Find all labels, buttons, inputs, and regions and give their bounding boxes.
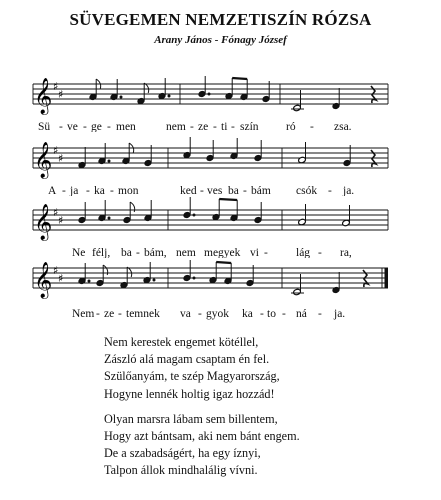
- lyric-syllable: nem: [176, 247, 196, 258]
- lyric-syllable: zsa.: [334, 121, 352, 132]
- lyric-syllable: -: [310, 121, 314, 132]
- music-staff-1: [0, 70, 441, 132]
- sharp-icon: ♯: [58, 272, 64, 285]
- lyric-syllable: szín: [240, 121, 259, 132]
- lyric-syllable: -: [107, 121, 111, 132]
- poem-line: Olyan marsra lábam sem billentem,: [104, 411, 278, 426]
- lyric-syllable: nem: [166, 121, 186, 132]
- sharp-icon: ♯: [58, 152, 64, 165]
- poem-line: Szülőanyám, te szép Magyarország,: [104, 369, 280, 384]
- lyric-syllable: ked: [180, 185, 197, 196]
- lyric-syllable: ve: [67, 121, 78, 132]
- poem-line: Zászló alá magam csaptam én fel.: [104, 352, 270, 367]
- lyric-syllable: ja.: [343, 185, 355, 196]
- music-staff-2: [0, 134, 441, 196]
- lyric-syllable: -: [318, 247, 322, 258]
- lyric-syllable: -: [200, 185, 204, 196]
- poem-line: Hogyne lennék holtig igaz hozzád!: [104, 386, 275, 401]
- treble-clef-icon: 𝄞: [34, 78, 53, 114]
- final-barline: [385, 268, 389, 288]
- poem-line: Nem kerestek engemet kötéllel,: [104, 335, 259, 349]
- lyric-syllable: men: [116, 121, 136, 132]
- sharp-icon: ♯: [53, 80, 59, 93]
- sharp-icon: ♯: [58, 88, 64, 101]
- poem-stanza-1: [104, 334, 300, 403]
- sharp-icon: ♯: [53, 206, 59, 219]
- lyric-syllable: A: [48, 185, 57, 196]
- lyric-syllable: ba: [121, 247, 132, 258]
- treble-clef-icon: 𝄞: [34, 204, 53, 240]
- lyric-syllable: -: [62, 185, 66, 196]
- lyric-syllable: -: [86, 185, 90, 196]
- lyric-syllable: ze: [198, 121, 209, 132]
- lyric-syllable: -: [264, 247, 268, 258]
- poem-text: [104, 334, 300, 488]
- lyric-syllable: ba: [228, 185, 239, 196]
- lyric-syllable: csók: [296, 185, 318, 196]
- lyric-syllable: ka: [242, 308, 253, 320]
- sharp-icon: ♯: [53, 264, 59, 277]
- lyric-syllable: ró: [286, 121, 296, 132]
- lyric-syllable: -: [190, 121, 194, 132]
- music-staff-4: [0, 254, 441, 320]
- lyric-syllable: -: [96, 308, 100, 320]
- lyric-syllable: ja.: [334, 308, 346, 320]
- lyric-syllable: ti: [221, 121, 228, 132]
- lyric-syllable: megyek: [204, 247, 241, 258]
- lyric-syllable: ná: [296, 308, 307, 320]
- lyric-syllable: bám: [251, 185, 271, 196]
- lyric-syllable: gyok: [206, 308, 229, 320]
- lyric-syllable: -: [83, 121, 87, 132]
- lyric-syllable: -: [282, 308, 286, 320]
- lyric-syllable: -: [136, 247, 140, 258]
- lyric-syllable: -: [260, 308, 264, 320]
- lyric-syllable: -: [231, 121, 235, 132]
- lyric-syllable: ra,: [340, 247, 352, 258]
- lyric-syllable: Nem: [72, 308, 95, 320]
- lyric-syllable: félj,: [92, 247, 111, 258]
- music-staff-3: [0, 196, 441, 258]
- lyric-syllable: -: [118, 308, 122, 320]
- lyric-syllable: ge: [91, 121, 102, 132]
- lyric-syllable: -: [243, 185, 247, 196]
- lyric-syllable: -: [318, 308, 322, 320]
- lyric-syllable: Sü: [38, 121, 51, 132]
- lyric-syllable: lág: [296, 247, 311, 258]
- treble-clef-icon: 𝄞: [34, 142, 53, 178]
- sharp-icon: ♯: [58, 214, 64, 227]
- treble-clef-icon: 𝄞: [34, 262, 53, 298]
- poem-line: Talpon állok mindhalálig vívni.: [104, 463, 258, 478]
- poem-stanza-2: [104, 411, 300, 480]
- poem-line: Hogy azt bántsam, aki nem bánt engem.: [104, 429, 300, 444]
- lyric-syllable: ka: [94, 185, 105, 196]
- quarter-rest-icon: [363, 270, 368, 287]
- lyric-syllable: to: [267, 308, 276, 320]
- lyric-syllable: bám,: [144, 247, 167, 258]
- lyric-syllable: ze: [104, 308, 115, 320]
- poem-line: De a szabadságért, ha egy íznyi,: [104, 446, 261, 461]
- lyric-syllable: temnek: [126, 308, 160, 320]
- lyric-syllable: vi: [250, 247, 259, 258]
- lyric-syllable: -: [328, 185, 332, 196]
- lyric-syllable: ja: [70, 185, 79, 196]
- lyric-syllable: va: [180, 308, 191, 320]
- lyric-syllable: Ne: [72, 247, 86, 258]
- lyric-syllable: -: [213, 121, 217, 132]
- sharp-icon: ♯: [53, 144, 59, 157]
- song-authors: Arany János - Fónagy József: [154, 34, 287, 46]
- song-title: SÜVEGEMEN NEMZETISZÍN RÓZSA: [69, 10, 372, 29]
- lyric-syllable: ves: [207, 185, 223, 196]
- lyric-syllable: -: [198, 308, 202, 320]
- lyric-syllable: -: [59, 121, 63, 132]
- lyric-syllable: -: [110, 185, 114, 196]
- lyric-syllable: mon: [118, 185, 139, 196]
